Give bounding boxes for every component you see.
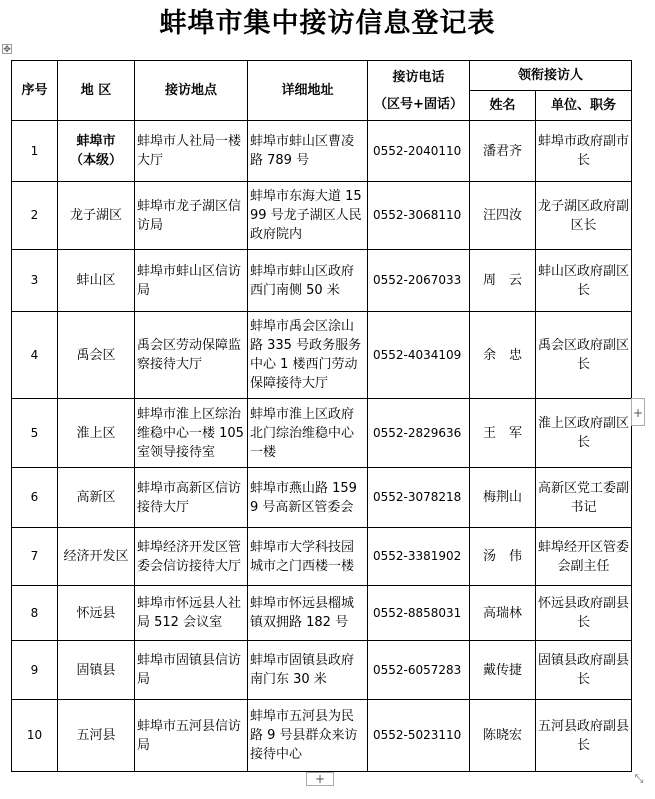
registration-table [11, 60, 632, 772]
cell-venue: 蚌埠市怀远县人社局 512 会议室 [135, 586, 248, 641]
cell-position: 蚌埠市政府副市长 [536, 121, 632, 182]
cell-region: 五河县 [58, 700, 135, 772]
header-index: 序号 [12, 61, 58, 121]
cell-address: 蚌埠市燕山路 1599 号高新区管委会 [248, 468, 368, 528]
header-venue: 接访地点 [135, 61, 248, 121]
cell-venue: 禹会区劳动保障监察接待大厅 [135, 312, 248, 399]
table-row [12, 399, 632, 468]
table-row [12, 641, 632, 700]
cell-phone: 0552-3381902 [368, 528, 470, 586]
table-resize-icon[interactable]: ⤡ [634, 772, 644, 785]
table-row [12, 250, 632, 312]
cell-region: 固镇县 [58, 641, 135, 700]
header-leader-group: 领衔接访人 [470, 61, 632, 91]
cell-venue: 蚌埠市蚌山区信访局 [135, 250, 248, 312]
cell-address: 蚌埠市蚌山区曹凌路 789 号 [248, 121, 368, 182]
cell-name: 汤 伟 [470, 528, 536, 586]
cell-region: 怀远县 [58, 586, 135, 641]
cell-index: 9 [12, 641, 58, 700]
cell-index: 4 [12, 312, 58, 399]
table-row [12, 121, 632, 182]
cell-venue: 蚌埠经济开发区管委会信访接待大厅 [135, 528, 248, 586]
cell-address: 蚌埠市蚌山区政府西门南侧 50 米 [248, 250, 368, 312]
cell-name: 高瑞林 [470, 586, 536, 641]
page-title: 蚌埠市集中接访信息登记表 [159, 8, 496, 39]
cell-position: 蚌山区政府副区长 [536, 250, 632, 312]
header-phone-label: 接访电话 [392, 69, 445, 85]
table-row [12, 312, 632, 399]
header-region: 地 区 [58, 61, 135, 121]
cell-address: 蚌埠市禹会区涂山路 335 号政务服务中心 1 楼西门劳动保障接待大厅 [248, 312, 368, 399]
cell-index: 5 [12, 399, 58, 468]
cell-name: 梅荆山 [470, 468, 536, 528]
cell-index: 2 [12, 182, 58, 250]
cell-name: 戴传捷 [470, 641, 536, 700]
cell-region: 高新区 [58, 468, 135, 528]
cell-phone: 0552-5023110 [368, 700, 470, 772]
table-row [12, 528, 632, 586]
cell-address: 蚌埠市固镇县政府南门东 30 米 [248, 641, 368, 700]
header-phone [368, 61, 470, 121]
cell-position: 五河县政府副县长 [536, 700, 632, 772]
cell-position: 禹会区政府副区长 [536, 312, 632, 399]
cell-region-note: （本级） [69, 153, 122, 168]
cell-name: 潘君齐 [470, 121, 536, 182]
header-position: 单位、职务 [536, 91, 632, 121]
cell-address: 蚌埠市淮上区政府北门综治维稳中心一楼 [248, 399, 368, 468]
cell-name: 余 忠 [470, 312, 536, 399]
cell-address: 蚌埠市五河县为民路 9 号县群众来访接待中心 [248, 700, 368, 772]
header-phone-note: （区号+固话） [374, 96, 463, 112]
cell-position: 龙子湖区政府副区长 [536, 182, 632, 250]
table-row [12, 182, 632, 250]
cell-index: 8 [12, 586, 58, 641]
table-move-handle-icon[interactable]: ✥ [3, 45, 11, 55]
cell-phone: 0552-3068110 [368, 182, 470, 250]
cell-region: 龙子湖区 [58, 182, 135, 250]
cell-phone: 0552-8858031 [368, 586, 470, 641]
cell-index: 1 [12, 121, 58, 182]
cell-index: 10 [12, 700, 58, 772]
cell-region: 淮上区 [58, 399, 135, 468]
cell-phone: 0552-3078218 [368, 468, 470, 528]
header-address: 详细地址 [248, 61, 368, 121]
cell-name: 周 云 [470, 250, 536, 312]
cell-region [58, 121, 135, 182]
cell-name: 陈晓宏 [470, 700, 536, 772]
table-row [12, 700, 632, 772]
cell-region: 禹会区 [58, 312, 135, 399]
cell-position: 淮上区政府副区长 [536, 399, 632, 468]
cell-venue: 蚌埠市淮上区综治维稳中心一楼 105 室领导接待室 [135, 399, 248, 468]
cell-phone: 0552-4034109 [368, 312, 470, 399]
cell-venue: 蚌埠市固镇县信访局 [135, 641, 248, 700]
add-column-plus-icon[interactable]: + [631, 398, 645, 426]
cell-venue: 蚌埠市五河县信访局 [135, 700, 248, 772]
cell-index: 6 [12, 468, 58, 528]
cell-venue: 蚌埠市龙子湖区信访局 [135, 182, 248, 250]
cell-name: 汪四汝 [470, 182, 536, 250]
cell-phone: 0552-2067033 [368, 250, 470, 312]
cell-index: 7 [12, 528, 58, 586]
cell-address: 蚌埠市大学科技园城市之门西楼一楼 [248, 528, 368, 586]
cell-phone: 0552-6057283 [368, 641, 470, 700]
cell-position: 蚌埠经开区管委会副主任 [536, 528, 632, 586]
cell-address: 蚌埠市怀远县榴城镇双拥路 182 号 [248, 586, 368, 641]
cell-venue: 蚌埠市人社局一楼大厅 [135, 121, 248, 182]
cell-region-name: 蚌埠市 [76, 134, 116, 149]
cell-index: 3 [12, 250, 58, 312]
cell-position: 怀远县政府副县长 [536, 586, 632, 641]
add-row-plus-icon[interactable]: + [306, 772, 334, 786]
cell-venue: 蚌埠市高新区信访接待大厅 [135, 468, 248, 528]
cell-position: 固镇县政府副县长 [536, 641, 632, 700]
cell-name: 王 军 [470, 399, 536, 468]
cell-region: 经济开发区 [58, 528, 135, 586]
header-name: 姓名 [470, 91, 536, 121]
cell-address: 蚌埠市东海大道 1599 号龙子湖区人民政府院内 [248, 182, 368, 250]
cell-position: 高新区党工委副书记 [536, 468, 632, 528]
table-row [12, 586, 632, 641]
cell-region: 蚌山区 [58, 250, 135, 312]
cell-phone: 0552-2829636 [368, 399, 470, 468]
cell-phone: 0552-2040110 [368, 121, 470, 182]
table-row [12, 468, 632, 528]
